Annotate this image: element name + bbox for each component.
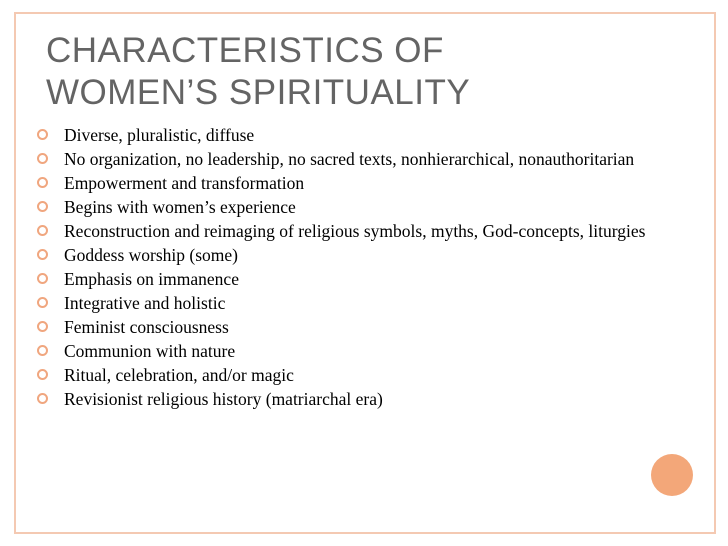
bullet-item	[30, 390, 680, 408]
circle-bullet-icon	[37, 393, 48, 404]
circle-bullet-icon	[37, 345, 48, 356]
bullet-item	[30, 222, 680, 240]
bullet-text: Ritual, celebration, and/or magic	[64, 365, 294, 385]
bullet-item	[30, 318, 680, 336]
circle-bullet-icon	[37, 249, 48, 260]
circle-bullet-icon	[37, 129, 48, 140]
bullet-item	[30, 270, 680, 288]
bullet-item	[30, 366, 680, 384]
bullet-item	[30, 246, 680, 264]
circle-bullet-icon	[37, 153, 48, 164]
circle-bullet-icon	[37, 201, 48, 212]
circle-bullet-icon	[37, 321, 48, 332]
bullet-text: Feminist consciousness	[64, 317, 229, 337]
bullet-text: Goddess worship (some)	[64, 245, 239, 265]
bullet-item	[30, 126, 680, 144]
bullet-text: Reconstruction and reimaging of religious symbols, myths, God-concepts, liturgies	[64, 221, 646, 241]
bullet-text: Begins with women’s experience	[64, 197, 296, 217]
circle-bullet-icon	[37, 177, 48, 188]
circle-bullet-icon	[37, 297, 48, 308]
bullet-item	[30, 198, 680, 216]
bullet-text: Communion with nature	[64, 341, 236, 361]
bullet-text: Integrative and holistic	[64, 293, 226, 313]
bullet-item	[30, 174, 680, 192]
bullet-list	[30, 126, 680, 414]
bullet-text: Diverse, pluralistic, diffuse	[64, 125, 255, 145]
bullet-item	[30, 342, 680, 360]
slide-title	[46, 30, 686, 114]
slide-title-line-1: CHARACTERISTICS OF	[46, 31, 444, 70]
bullet-text: Empowerment and transformation	[64, 173, 305, 193]
circle-bullet-icon	[37, 369, 48, 380]
bullet-item	[30, 150, 680, 168]
circle-bullet-icon	[37, 225, 48, 236]
circle-bullet-icon	[37, 273, 48, 284]
bullet-text: Revisionist religious history (matriarchal era)	[64, 389, 383, 409]
bullet-item	[30, 294, 680, 312]
decorative-accent-circle	[651, 454, 693, 496]
slide-title-line-2: WOMEN’S SPIRITUALITY	[46, 73, 471, 112]
bullet-text: No organization, no leadership, no sacred texts, nonhierarchical, nonauthoritarian	[64, 149, 635, 169]
bullet-text: Emphasis on immanence	[64, 269, 239, 289]
